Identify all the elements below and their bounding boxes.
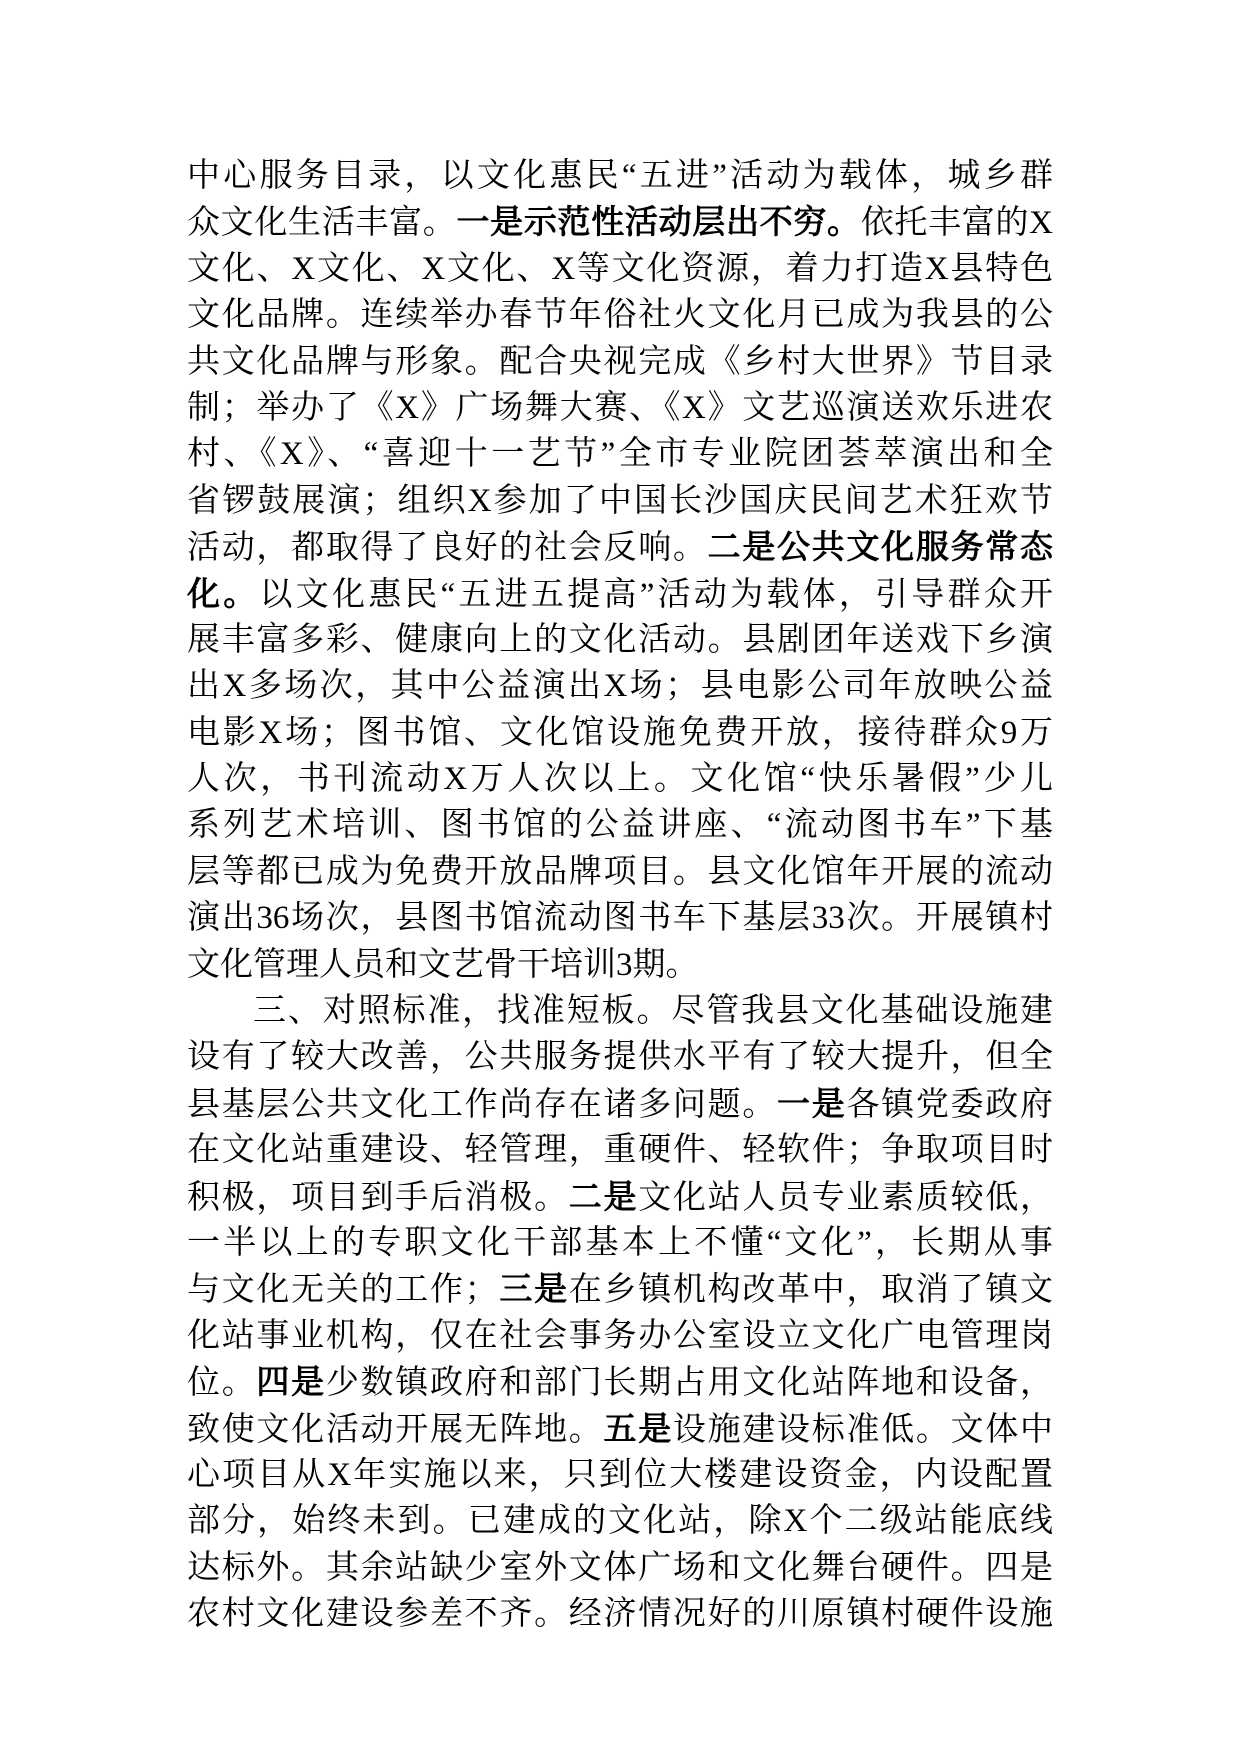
body-text: 达标外。其余站缺少室外文体广场和文化舞台硬件。四是 — [187, 1549, 1053, 1586]
document-body — [187, 153, 1053, 1638]
body-text: 县基层公共文化工作尚存在诸多问题。 — [187, 1086, 778, 1123]
body-text: 中心服务目录，以文化惠民“五进”活动为载体，城乡群 — [187, 158, 1053, 194]
text-line — [187, 1174, 1053, 1220]
text-line — [187, 524, 1053, 570]
text-line — [187, 1452, 1053, 1498]
emphasis-text: 三是 — [497, 1269, 569, 1309]
body-text: 展丰富多彩、健康向上的文化活动。县剧团年送戏下乡演 — [187, 621, 1053, 658]
body-text: 三、对照标准，找准短板。尽管我县文化基础设施建 — [253, 993, 1053, 1030]
emphasis-text: 五是 — [603, 1408, 673, 1448]
body-text: 在文化站重建设、轻管理，重硬件、轻软件；争取项目时 — [187, 1132, 1053, 1169]
text-line — [187, 802, 1053, 848]
body-text: 少数镇政府和部门长期占用文化站阵地和设备， — [325, 1365, 1053, 1402]
body-text: 文化管理人员和文艺骨干培训3期。 — [187, 946, 699, 983]
text-line — [187, 431, 1053, 477]
body-text: 层等都已成为免费开放品牌项目。县文化馆年开展的流动 — [187, 853, 1053, 890]
text-line — [187, 339, 1053, 385]
text-line — [187, 1081, 1053, 1127]
text-line — [187, 1220, 1053, 1266]
body-text: 依托丰富的X — [860, 205, 1053, 242]
body-text: 致使文化活动开展无阵地。 — [187, 1411, 604, 1448]
text-line — [187, 292, 1053, 338]
body-text: 文化站人员专业素质较低， — [638, 1179, 1053, 1216]
text-line — [187, 756, 1053, 802]
body-text: 位。 — [187, 1365, 257, 1402]
text-line — [187, 617, 1053, 663]
body-text: 在乡镇机构改革中，取消了镇文 — [568, 1272, 1053, 1309]
text-line — [187, 1591, 1053, 1637]
body-text: 文化、X文化、X文化、X等文化资源，着力打造X县特色 — [187, 250, 1053, 287]
body-text: 农村文化建设参差不齐。经济情况好的川原镇村硬件设施 — [187, 1596, 1053, 1633]
body-text: 各镇党委政府 — [846, 1086, 1053, 1123]
body-text: 一半以上的专职文化干部基本上不懂“文化”，长期从事 — [187, 1224, 1053, 1261]
body-text: 人次，书刊流动X万人次以上。文化馆“快乐暑假”少儿 — [187, 761, 1053, 798]
text-line — [187, 478, 1053, 524]
text-line — [187, 246, 1053, 292]
text-line — [187, 988, 1053, 1034]
text-line — [187, 1359, 1053, 1405]
body-text: 部分，始终未到。已建成的文化站，除X个二级站能底线 — [187, 1503, 1053, 1540]
body-text: 村、《X》、“喜迎十一艺节”全市专业院团荟萃演出和全 — [187, 436, 1053, 473]
text-line — [187, 1498, 1053, 1544]
emphasis-text: 一是 — [777, 1083, 847, 1123]
emphasis-text: 四是 — [256, 1362, 326, 1402]
emphasis-text: 化。 — [187, 573, 260, 613]
body-text: 以文化惠民“五进五提高”活动为载体，引导群众开 — [259, 576, 1053, 613]
body-text: 共文化品牌与形象。配合央视完成《乡村大世界》节目录 — [187, 343, 1053, 380]
body-text: 省锣鼓展演；组织X参加了中国长沙国庆民间艺术狂欢节 — [187, 482, 1053, 519]
body-text: 系列艺术培训、图书馆的公益讲座、“流动图书车”下基 — [187, 807, 1053, 844]
text-line — [187, 1266, 1053, 1312]
text-line — [187, 1127, 1053, 1173]
body-text: 化站事业机构，仅在社会事务办公室设立文化广电管理岗 — [187, 1317, 1053, 1354]
emphasis-text: 二是公共文化服务常态 — [707, 527, 1053, 567]
text-line — [187, 1034, 1053, 1080]
body-text: 设施建设标准低。文体中 — [672, 1411, 1053, 1448]
emphasis-text: 一是示范性活动层出不穷。 — [456, 202, 861, 242]
body-text: 文化品牌。连续举办春节年俗社火文化月已成为我县的公 — [187, 297, 1053, 334]
text-line — [187, 849, 1053, 895]
body-text: 演出36场次，县图书馆流动图书车下基层33次。开展镇村 — [187, 900, 1053, 937]
paragraph — [187, 153, 1053, 988]
text-line — [187, 942, 1053, 988]
body-text: 电影X场；图书馆、文化馆设施免费开放，接待群众9万 — [187, 714, 1053, 751]
emphasis-text: 二是 — [568, 1176, 639, 1216]
paragraph — [187, 988, 1053, 1637]
text-line — [187, 1313, 1053, 1359]
body-text: 出X多场次，其中公益演出X场；县电影公司年放映公益 — [187, 668, 1053, 705]
text-line — [187, 199, 1053, 245]
body-text: 与文化无关的工作； — [187, 1272, 498, 1309]
body-text: 心项目从X年实施以来，只到位大楼建设资金，内设配置 — [187, 1456, 1053, 1493]
text-line — [187, 1545, 1053, 1591]
body-text: 制；举办了《X》广场舞大赛、《X》文艺巡演送欢乐进农 — [187, 389, 1053, 426]
text-line — [187, 385, 1053, 431]
body-text: 活动，都取得了良好的社会反响。 — [187, 530, 708, 567]
text-line — [187, 571, 1053, 617]
body-text: 积极，项目到手后消极。 — [187, 1179, 569, 1216]
body-text: 众文化生活丰富。 — [187, 205, 457, 242]
text-line — [187, 663, 1053, 709]
text-line — [187, 153, 1053, 199]
text-line — [187, 895, 1053, 941]
body-text: 设有了较大改善，公共服务提供水平有了较大提升，但全 — [187, 1039, 1053, 1076]
text-line — [187, 1406, 1053, 1452]
text-line — [187, 710, 1053, 756]
